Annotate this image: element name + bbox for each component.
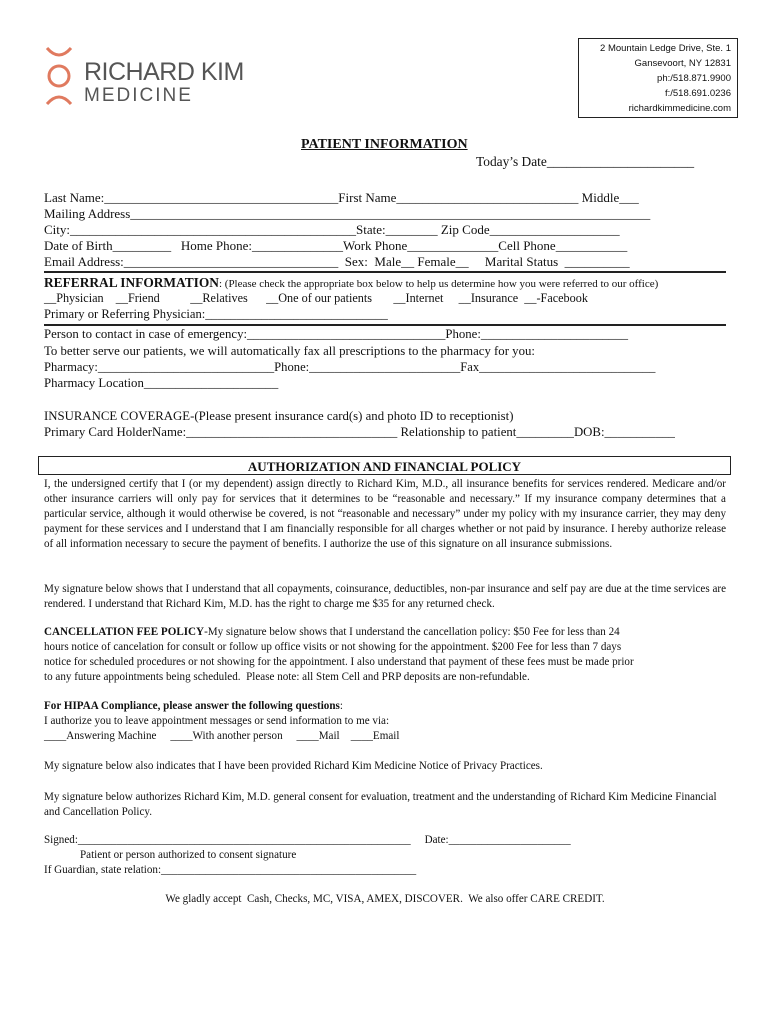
brand-subname: MEDICINE bbox=[84, 85, 193, 106]
hipaa-line: I authorize you to leave appointment messages or send information to me via: bbox=[44, 715, 390, 727]
address-phone: ph:/518.871.9900 bbox=[657, 73, 731, 84]
consent-paragraph: My signature below authorizes Richard Kim, M.D. general consent for evaluation, treatment and the understanding of Richard Kim Medicine Financial and Cancellation Policy. bbox=[44, 791, 717, 818]
payment-methods-footer: We gladly accept Cash, Checks, MC, VISA, AMEX, DISCOVER. We also offer CARE CREDIT. bbox=[165, 893, 605, 905]
mailing-address-field[interactable]: Mailing Address________________________________________________________________________________ bbox=[44, 206, 651, 221]
cancel-text-1: -My signature below shows that I understand the cancellation policy: $50 Fee for less than 24 bbox=[204, 626, 620, 638]
pharmacy-location-field[interactable]: Pharmacy Location_____________________ bbox=[44, 376, 279, 390]
cancel-line-4: to any future appointments being scheduled. Please note: all Stem Cell and PRP deposits are non-refundable. bbox=[44, 671, 530, 683]
hipaa-options[interactable]: ____Answering Machine ____With another person ____Mail ____Email bbox=[44, 730, 400, 742]
divider bbox=[44, 324, 726, 326]
cancel-line-3: notice for scheduled procedures or not showing for the appointment. I also understand that payment of these fees must be made prior bbox=[44, 656, 634, 668]
address-line2: Gansevoort, NY 12831 bbox=[634, 58, 731, 69]
cancel-line-1 bbox=[44, 626, 620, 638]
insurance-heading: INSURANCE COVERAGE-(Please present insurance card(s) and photo ID to receptionist) bbox=[44, 409, 514, 423]
cancel-line-2: hours notice of cancelation for consult or follow up office visits or not showing for the appointment. $200 Fee for less than 7 days bbox=[44, 641, 622, 653]
city-state-zip-field[interactable]: City:____________________________________________State:________ Zip Code____________________ bbox=[44, 222, 620, 237]
assignment-paragraph: I, the undersigned certify that I (or my dependent) assign directly to Richard Kim, M.D., all insurance benefits for services rendered. Medicare and/or other insurance carriers will only pay for services that it determines to be “reasonable and necessary.” If my insurance company determines that a particular service, although it would otherwise be covered, is not “reasonable and necessary” under my policy with my insurance carrier, they may deny payment for these services and I understand that I am financially responsible for all charges whether or not paid by insurance. I hereby authorize release of all information necessary to secure the payment of benefits. I authorize the use of this signature on all insurance submissions. bbox=[44, 478, 726, 550]
pharmacy-note: To better serve our patients, we will automatically fax all prescriptions to the pharmacy for you: bbox=[44, 344, 535, 358]
signature-caption: Patient or person authorized to consent signature bbox=[80, 849, 297, 861]
referral-heading-row bbox=[44, 274, 658, 292]
emergency-contact-field[interactable]: Person to contact in case of emergency:_______________________________Phone:_______________________ bbox=[44, 327, 629, 341]
payment-paragraph: My signature below shows that I understand that all copayments, coinsurance, deductibles, non-par insurance and self pay are due at the time services are rendered. I understand that Richard Kim, M.D. has the right to charge me $35 for any returned check. bbox=[44, 583, 726, 610]
policy-title-box bbox=[38, 456, 731, 475]
todays-date-field[interactable]: Today’s Date______________________ bbox=[476, 154, 695, 169]
card-holder-field[interactable]: Primary Card HolderName:_________________________________ Relationship to patient_________DOB:___________ bbox=[44, 425, 675, 439]
policy-title: AUTHORIZATION AND FINANCIAL POLICY bbox=[247, 459, 522, 474]
address-box bbox=[578, 38, 738, 118]
guardian-field[interactable]: If Guardian, state relation:______________________________________________ bbox=[44, 864, 417, 876]
hipaa-heading: For HIPAA Compliance, please answer the following questions bbox=[44, 700, 340, 712]
email-sex-marital-field[interactable]: Email Address:_________________________________ Sex: Male__ Female__ Marital Status __________ bbox=[44, 254, 630, 269]
name-field-line[interactable]: Last Name:____________________________________First Name____________________________ Middle___ bbox=[44, 190, 639, 205]
form-title: PATIENT INFORMATION bbox=[301, 137, 468, 152]
referring-physician-field[interactable]: Primary or Referring Physician:_____________________________ bbox=[44, 307, 388, 321]
address-fax: f:/518.691.0236 bbox=[664, 88, 731, 99]
referral-options[interactable]: __Physician __Friend __Relatives __One of our patients __Internet __Insurance __-Facebook bbox=[44, 291, 588, 305]
brand-name: RICHARD KIM bbox=[84, 58, 244, 86]
address-website: richardkimmedicine.com bbox=[628, 103, 731, 114]
hipaa-colon: : bbox=[339, 700, 343, 712]
hipaa-heading-row bbox=[44, 700, 343, 712]
pharmacy-field[interactable]: Pharmacy:____________________________Phone:________________________Fax____________________________ bbox=[44, 360, 656, 374]
cancel-heading: CANCELLATION FEE POLICY bbox=[44, 626, 205, 638]
referral-note: : (Please check the appropriate box below to help us determine how you were referred to our office) bbox=[218, 278, 659, 290]
signed-date-field[interactable]: Signed:____________________________________________________________ Date:______________________ bbox=[44, 834, 571, 846]
address-line1: 2 Mountain Ledge Drive, Ste. 1 bbox=[600, 43, 731, 54]
divider bbox=[44, 271, 726, 273]
dob-phones-field[interactable]: Date of Birth_________ Home Phone:______________Work Phone______________Cell Phone___________ bbox=[44, 238, 628, 253]
referral-heading: REFERRAL INFORMATION bbox=[44, 275, 219, 290]
logo-mark-icon bbox=[44, 46, 74, 106]
privacy-line: My signature below also indicates that I have been provided Richard Kim Medicine Notice of Privacy Practices. bbox=[44, 760, 543, 772]
